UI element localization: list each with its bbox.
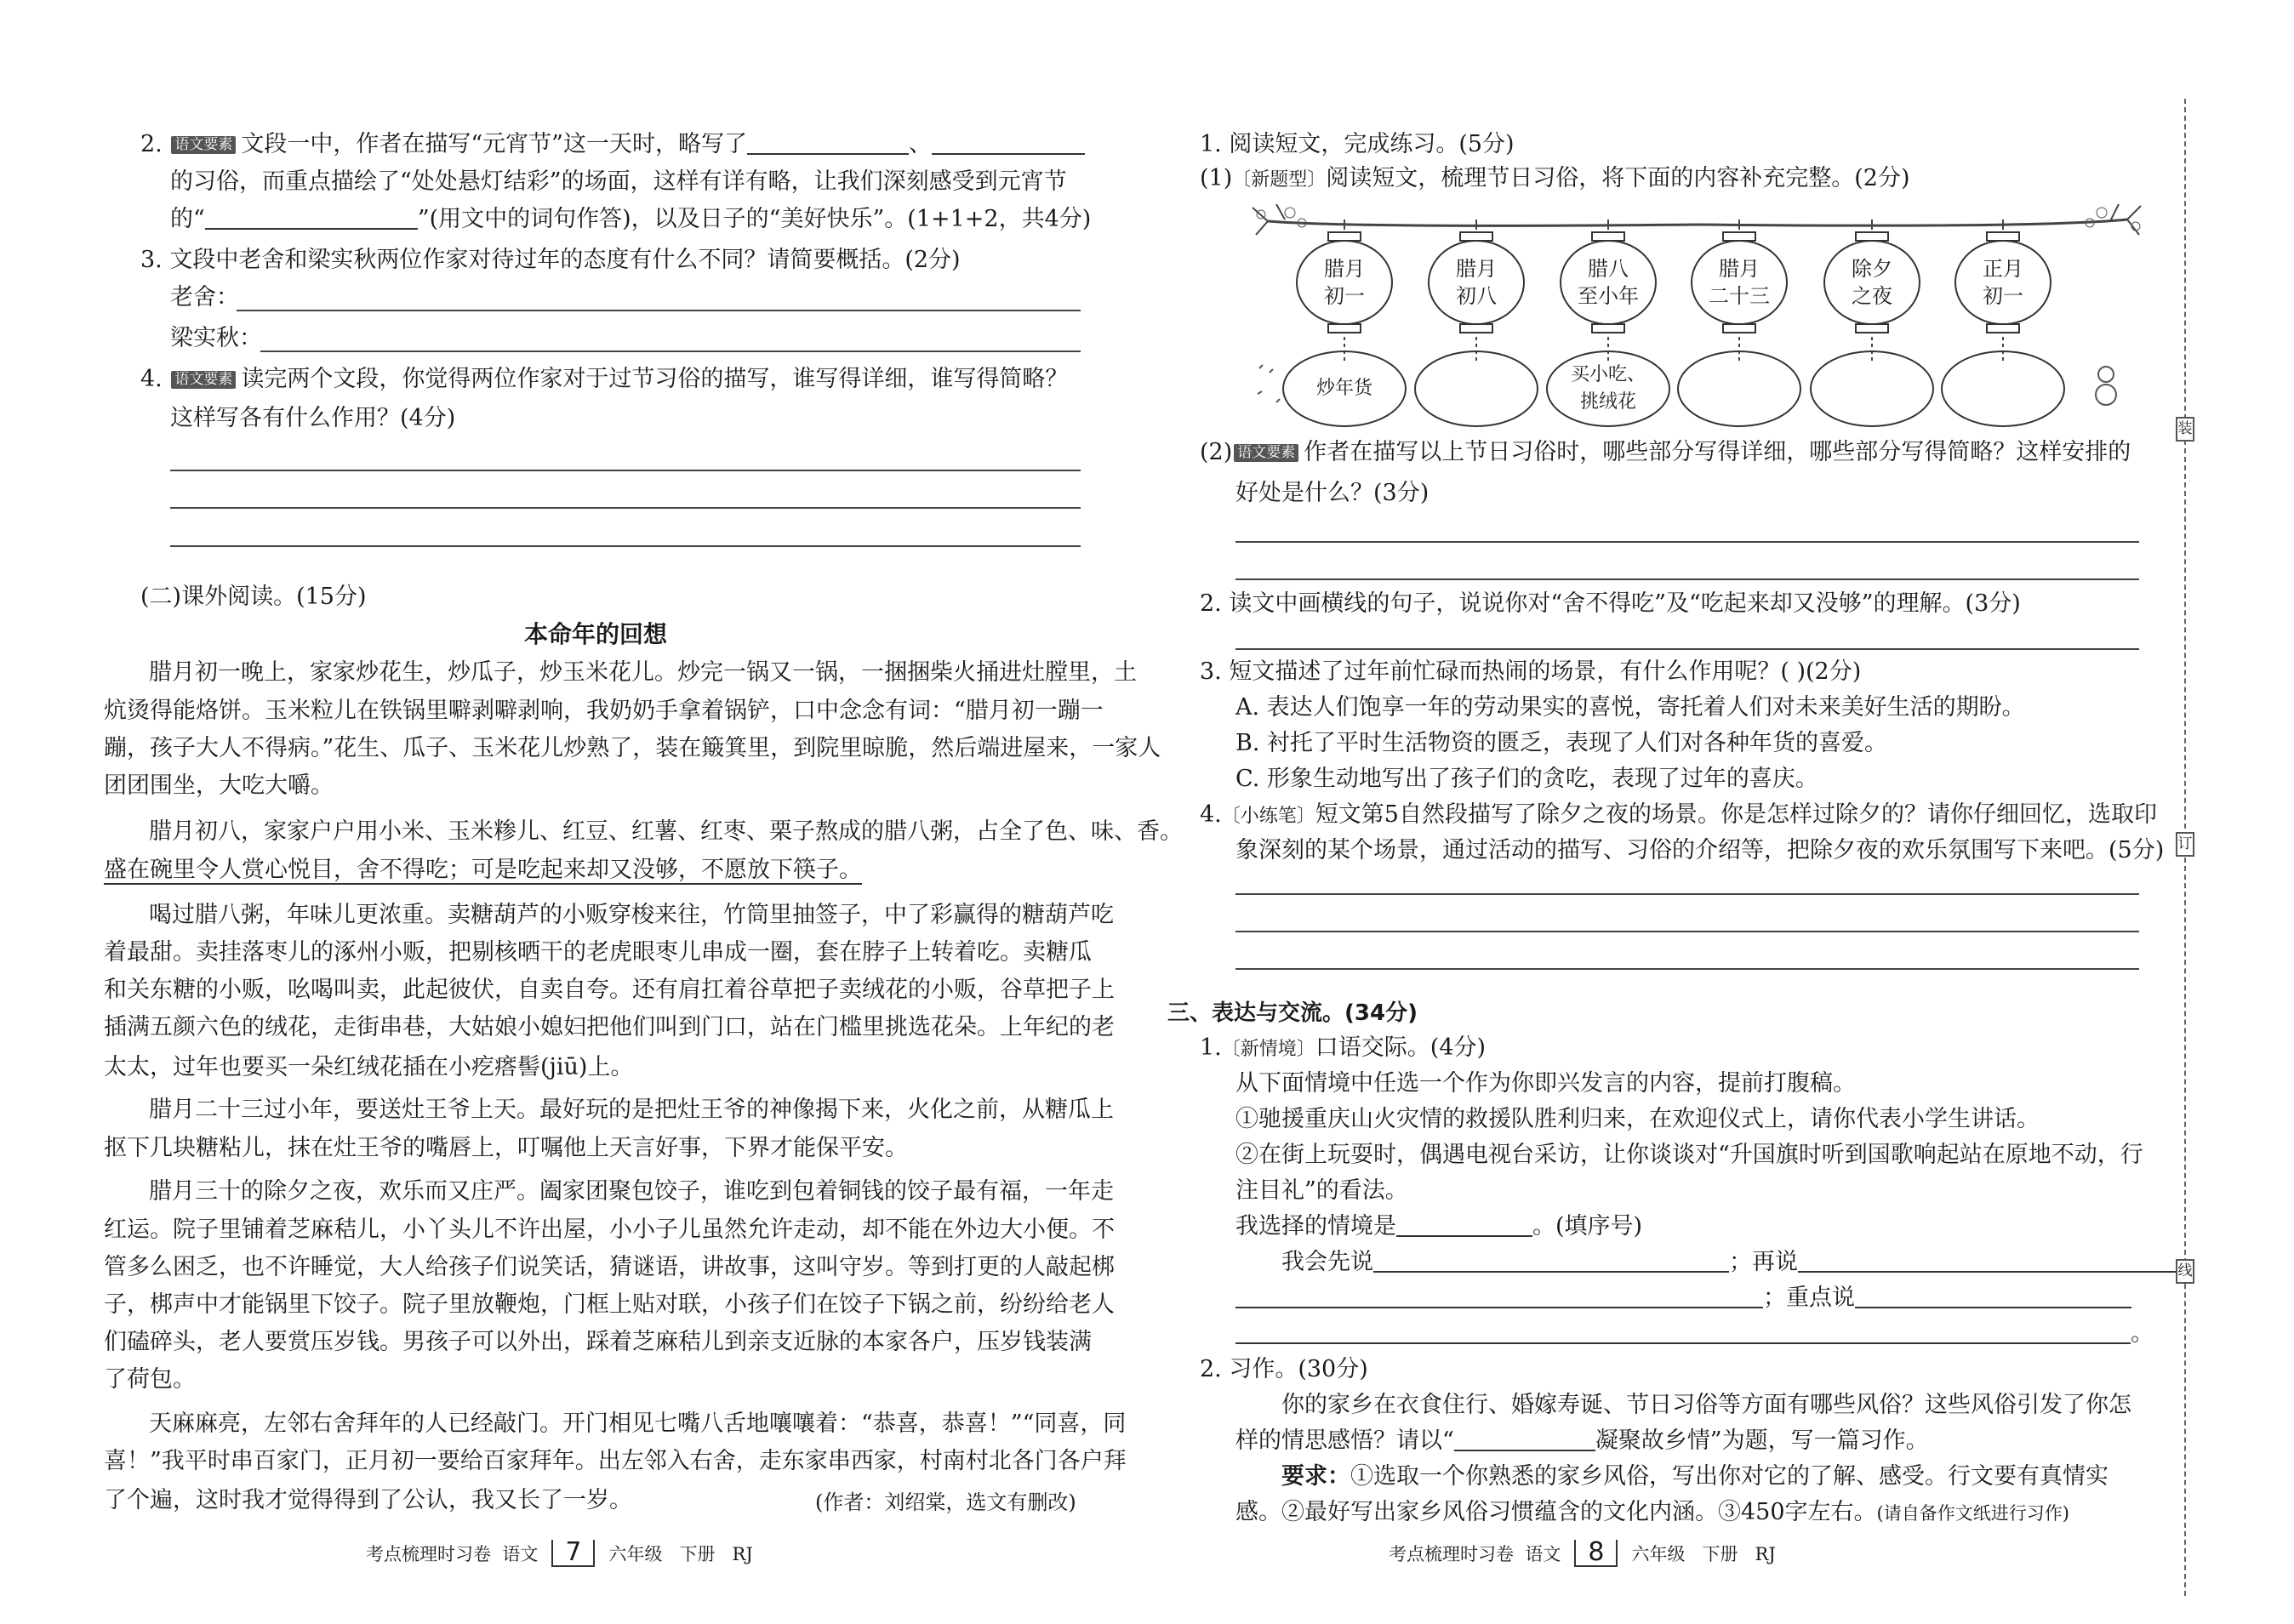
answer-line[interactable] <box>1235 541 2139 543</box>
section-3-heading: 三、表达与交流。(34分) <box>1167 1000 1418 1026</box>
answer-oval[interactable] <box>1677 350 1801 427</box>
answer-line[interactable] <box>1235 893 2139 895</box>
lantern <box>1560 228 1657 337</box>
r-q1: 1. 阅读短文，完成练习。(5分) <box>1200 131 1515 157</box>
q3-text: 3. 文段中老舍和梁实秋两位作家对待过年的态度有什么不同？请简要概括。(2分) <box>140 247 961 273</box>
page-footer: 考点梳理时习卷 语文 8 六年级 下册 RJ <box>1389 1537 1776 1567</box>
page-footer: 考点梳理时习卷 语文 7 六年级 下册 RJ <box>366 1537 753 1567</box>
para-line: 们磕碎头，老人要赏压岁钱。男孩子可以外出，踩着芝麻秸儿到亲支近脉的本家各户，压岁钱装满 <box>104 1329 1092 1355</box>
answer-blank[interactable] <box>205 209 418 230</box>
para-line: 腊月初八，家家户户用小米、玉米糁儿、红豆、红薯、红枣、栗子熬成的腊八粥，占全了色、味、香。 <box>149 818 1183 845</box>
binding-label: 线 <box>2176 1259 2194 1284</box>
answer-line[interactable] <box>170 545 1081 547</box>
r-q4-line2: 象深刻的某个场景，通过活动的描写、习俗的介绍等，把除夕夜的欢乐氛围写下来吧。(5分) <box>1235 837 2165 863</box>
lantern-label: 正月 <box>1983 257 2023 281</box>
para-line: 腊月初一晚上，家家炒花生，炒瓜子，炒玉米花儿。炒完一锅又一锅，一捆捆柴火捅进灶膛里，土 <box>149 659 1137 686</box>
lantern-label: 初八 <box>1456 284 1497 308</box>
binding-label: 装 <box>2176 417 2194 442</box>
article-title: 本命年的回想 <box>523 620 667 648</box>
lantern-label: 之夜 <box>1852 284 1892 308</box>
q2-line1: 2. 语文要素 文段一中，作者在描写“元宵节”这一天时，略写了 、 <box>140 133 1085 156</box>
lantern-label: 腊月 <box>1324 257 1365 281</box>
answer-blank[interactable] <box>1798 1252 2181 1273</box>
page-number: 7 <box>551 1540 595 1567</box>
lantern-label: 至小年 <box>1578 284 1639 308</box>
answer-blank[interactable] <box>932 134 1085 155</box>
para-line: 子，梆声中才能锅里下饺子。院子里放鞭炮，门框上贴对联，小孩子们在饺子下锅之前，纷纷给老人 <box>104 1291 1115 1318</box>
answer-line[interactable] <box>1235 648 2139 650</box>
choice-blank[interactable] <box>1396 1217 1532 1237</box>
section-heading: (二)课外阅读。(15分) <box>140 584 367 610</box>
r-q2: 2. 读文中画横线的句子，说说你对“舍不得吃”及“吃起来却又没够”的理解。(3分) <box>1200 590 2021 617</box>
s2-title: 2. 习作。(30分) <box>1200 1356 1368 1382</box>
underlined-sentence: 盛在碗里令人赏心悦目，舍不得吃；可是吃起来却又没够，不愿放下筷子。 <box>104 857 862 883</box>
para-line: 管多么困乏，也不许睡觉，大人给孩子们说笑话，猜谜语，讲故事，这叫守岁。等到打更的人敲起梆 <box>104 1254 1115 1280</box>
answer-line[interactable] <box>1235 968 2139 970</box>
para-line: 和关东糖的小贩，吆喝叫卖，此起彼伏，自卖自夸。还有肩扛着谷草把子卖绒花的小贩，谷草把子上 <box>104 977 1115 1003</box>
r-q3: 3. 短文描述了过年前忙碌而热闹的场景，有什么作用呢？( )(2分) <box>1200 658 1862 685</box>
title-blank[interactable] <box>1454 1431 1595 1451</box>
s1-key: ；重点说 <box>1235 1286 2131 1309</box>
answer-blank[interactable] <box>747 134 909 155</box>
s1-title: 1.〔新情境〕口语交际。(4分) <box>1200 1034 1487 1061</box>
para-line: 喜！”我平时串百家门，正月初一要给百家拜年。出左邻入右舍，走东家串西家，村南村北各门各户拜 <box>104 1448 1127 1474</box>
lantern-label: 初一 <box>1983 284 2023 308</box>
lantern <box>1428 228 1525 337</box>
answer-line[interactable] <box>1235 578 2139 580</box>
s1-end: 。 <box>1235 1322 2154 1345</box>
para-line: 蹦，孩子大人不得病。”花生、瓜子、玉米花儿炒熟了，装在簸箕里，到院里晾脆，然后端进屋来，一家人 <box>104 735 1161 761</box>
q3-label-liangshiqiu: 梁实秋： <box>170 325 262 351</box>
tag-yuwen-yaosu: 语文要素 <box>171 371 236 389</box>
para-line: 着最甜。卖挂落枣儿的涿州小贩，把剔核晒干的老虎眼枣儿串成一圈，套在脖子上转着吃。卖糖瓜 <box>104 939 1092 966</box>
para-line: 团团围坐，大吃大嚼。 <box>104 772 334 799</box>
para-line: 了荷包。 <box>104 1366 196 1393</box>
para-line: 腊月三十的除夕之夜，欢乐而又庄严。阖家团聚包饺子，谁吃到包着铜钱的饺子最有福，一年走 <box>149 1178 1114 1205</box>
lantern <box>1823 228 1920 337</box>
para-line: 炕烫得能烙饼。玉米粒儿在铁锅里噼剥噼剥响，我奶奶手拿着锅铲，口中念念有词：“腊月初一蹦一 <box>104 698 1104 724</box>
r-q1-2-line2: 好处是什么？(3分) <box>1235 480 1429 506</box>
q4-line2: 这样写各有什么作用？(4分) <box>170 405 456 431</box>
para-line: 腊月二十三过小年，要送灶王爷上天。最好玩的是把灶王爷的神像揭下来，火化之前，从糖瓜上 <box>149 1097 1114 1123</box>
answer-blank[interactable] <box>1855 1288 2131 1308</box>
answer-oval[interactable] <box>1414 350 1538 427</box>
page-number: 8 <box>1574 1540 1618 1567</box>
q2-line3: 的“ ”(用文中的词句作答)，以及日子的“美好快乐”。(1+1+2，共4分) <box>170 206 1092 232</box>
r-q4-line1: 4.〔小练笔〕短文第5自然段描写了除夕之夜的场景。你是怎样过除夕的？请你仔细回忆，选取印 <box>1200 801 2157 828</box>
tag-practice: 〔小练笔〕 <box>1221 806 1315 827</box>
para-line: 了个遍，这时我才觉得得到了公认，我又长了一岁。 <box>104 1487 632 1513</box>
s2-line1: 你的家乡在衣食住行、婚嫁寿诞、节日习俗等方面有哪些风俗？这些风俗引发了你怎 <box>1281 1392 2131 1418</box>
para-line: 红运。院子里铺着芝麻秸儿，小丫头儿不许出屋，小小子儿虽然允许走动，却不能在外边大小便。不 <box>104 1217 1115 1243</box>
r-q1-2-line1: (2) 语文要素 作者在描写以上节日习俗时，哪些部分写得详细，哪些部分写得简略？这样安排的 <box>1200 439 2131 465</box>
r-q3-option-b[interactable]: B. 衬托了平时生活物资的匮乏，表现了人们对各种年货的喜爱。 <box>1235 730 1888 756</box>
s1-choice: 我选择的情境是 。(填序号) <box>1235 1213 1643 1239</box>
para-line: 插满五颜六色的绒花，走街串巷，大姑娘小媳妇把他们叫到门口，站在门槛里挑选花朵。上年纪的老 <box>104 1014 1115 1040</box>
lantern-label: 腊月 <box>1719 257 1760 281</box>
tag-yuwen-yaosu: 语文要素 <box>171 136 236 154</box>
tag-yuwen-yaosu: 语文要素 <box>1234 444 1298 462</box>
answer-oval[interactable] <box>1941 350 2065 427</box>
lantern <box>1691 228 1788 337</box>
answer-line[interactable] <box>237 310 1081 311</box>
binding-label: 订 <box>2176 832 2194 857</box>
s2-line4: 感。②最好写出家乡风俗习惯蕴含的文化内涵。③450字左右。(请自备作文纸进行习作) <box>1235 1499 2069 1525</box>
r-q3-option-c[interactable]: C. 形象生动地写出了孩子们的贪吃，表现了过年的喜庆。 <box>1235 766 1818 792</box>
lantern-label: 除夕 <box>1852 257 1892 281</box>
answer-blank[interactable] <box>1235 1324 2131 1344</box>
answer-oval[interactable]: 炒年货 <box>1282 350 1407 427</box>
para-line: 抠下几块糖粘儿，抹在灶王爷的嘴唇上，叮嘱他上天言好事，下界才能保平安。 <box>104 1135 908 1161</box>
tag-new-type: 〔新题型〕 <box>1232 169 1327 191</box>
para-line: 喝过腊八粥，年味儿更浓重。卖糖葫芦的小贩穿梭来往，竹筒里抽签子，中了彩赢得的糖葫芦吃 <box>149 902 1114 928</box>
lantern <box>1954 228 2051 337</box>
r-q3-option-a[interactable]: A. 表达人们饱享一年的劳动果实的喜悦，寄托着人们对未来美好生活的期盼。 <box>1235 694 2025 721</box>
s1-intro: 从下面情境中任选一个作为你即兴发言的内容，提前打腹稿。 <box>1235 1070 1856 1097</box>
s2-line2: 样的情思感悟？请以“ 凝聚故乡情”为题，写一篇习作。 <box>1235 1427 1929 1454</box>
answer-oval[interactable]: 买小吃、 挑绒花 <box>1546 350 1670 427</box>
lantern-label: 初一 <box>1324 284 1365 308</box>
q4-line1: 4. 语文要素 读完两个文段，你觉得两位作家对于过节习俗的描写，谁写得详细，谁写得简略？ <box>140 366 1069 392</box>
r-q1-1: (1)〔新题型〕阅读短文，梳理节日习俗，将下面的内容补充完整。(2分) <box>1200 165 1910 191</box>
author-credit: (作者：刘绍棠，选文有删改) <box>815 1490 1076 1514</box>
answer-blank[interactable] <box>1373 1252 1729 1273</box>
answer-blank[interactable] <box>1235 1288 1763 1308</box>
s1-first: 我会先说 ；再说 <box>1281 1251 2181 1274</box>
para-line: 天麻麻亮，左邻右舍拜年的人已经敲门。开门相见七嘴八舌地嚷嚷着：“恭喜，恭喜！”“同喜，同 <box>149 1410 1127 1437</box>
answer-line[interactable] <box>170 507 1081 509</box>
answer-line[interactable] <box>1235 931 2139 932</box>
lantern <box>1296 228 1393 337</box>
q2-line2: 的习俗，而重点描绘了“处处悬灯结彩”的场面，这样有详有略，让我们深刻感受到元宵节 <box>170 168 1067 195</box>
s2-line3: 要求：①选取一个你熟悉的家乡风俗，写出你对它的了解、感受。行文要有真情实 <box>1281 1463 2109 1490</box>
lantern-label: 腊月 <box>1456 257 1497 281</box>
tag-new-context: 〔新情境〕 <box>1221 1039 1315 1060</box>
requirement-label: 要求： <box>1281 1463 1350 1490</box>
answer-line[interactable] <box>260 350 1081 352</box>
s1-option-1: ①驰援重庆山火灾情的救援队胜利归来，在欢迎仪式上，请你代表小学生讲话。 <box>1235 1106 2040 1132</box>
lantern-label: 二十三 <box>1709 284 1770 308</box>
q3-label-laoshe: 老舍： <box>170 284 239 311</box>
s1-option-2a: ②在街上玩耍时，偶遇电视台采访，让你谈谈对“升国旗时听到国歌响起站在原地不动，行 <box>1235 1142 2143 1168</box>
lantern-label: 腊八 <box>1588 257 1629 281</box>
answer-line[interactable] <box>170 470 1081 471</box>
para-line: 太太，过年也要买一朵红绒花插在小疙瘩髻(jiū)上。 <box>104 1054 634 1080</box>
answer-oval[interactable] <box>1810 350 1934 427</box>
s1-option-2b: 注目礼”的看法。 <box>1235 1177 1408 1204</box>
